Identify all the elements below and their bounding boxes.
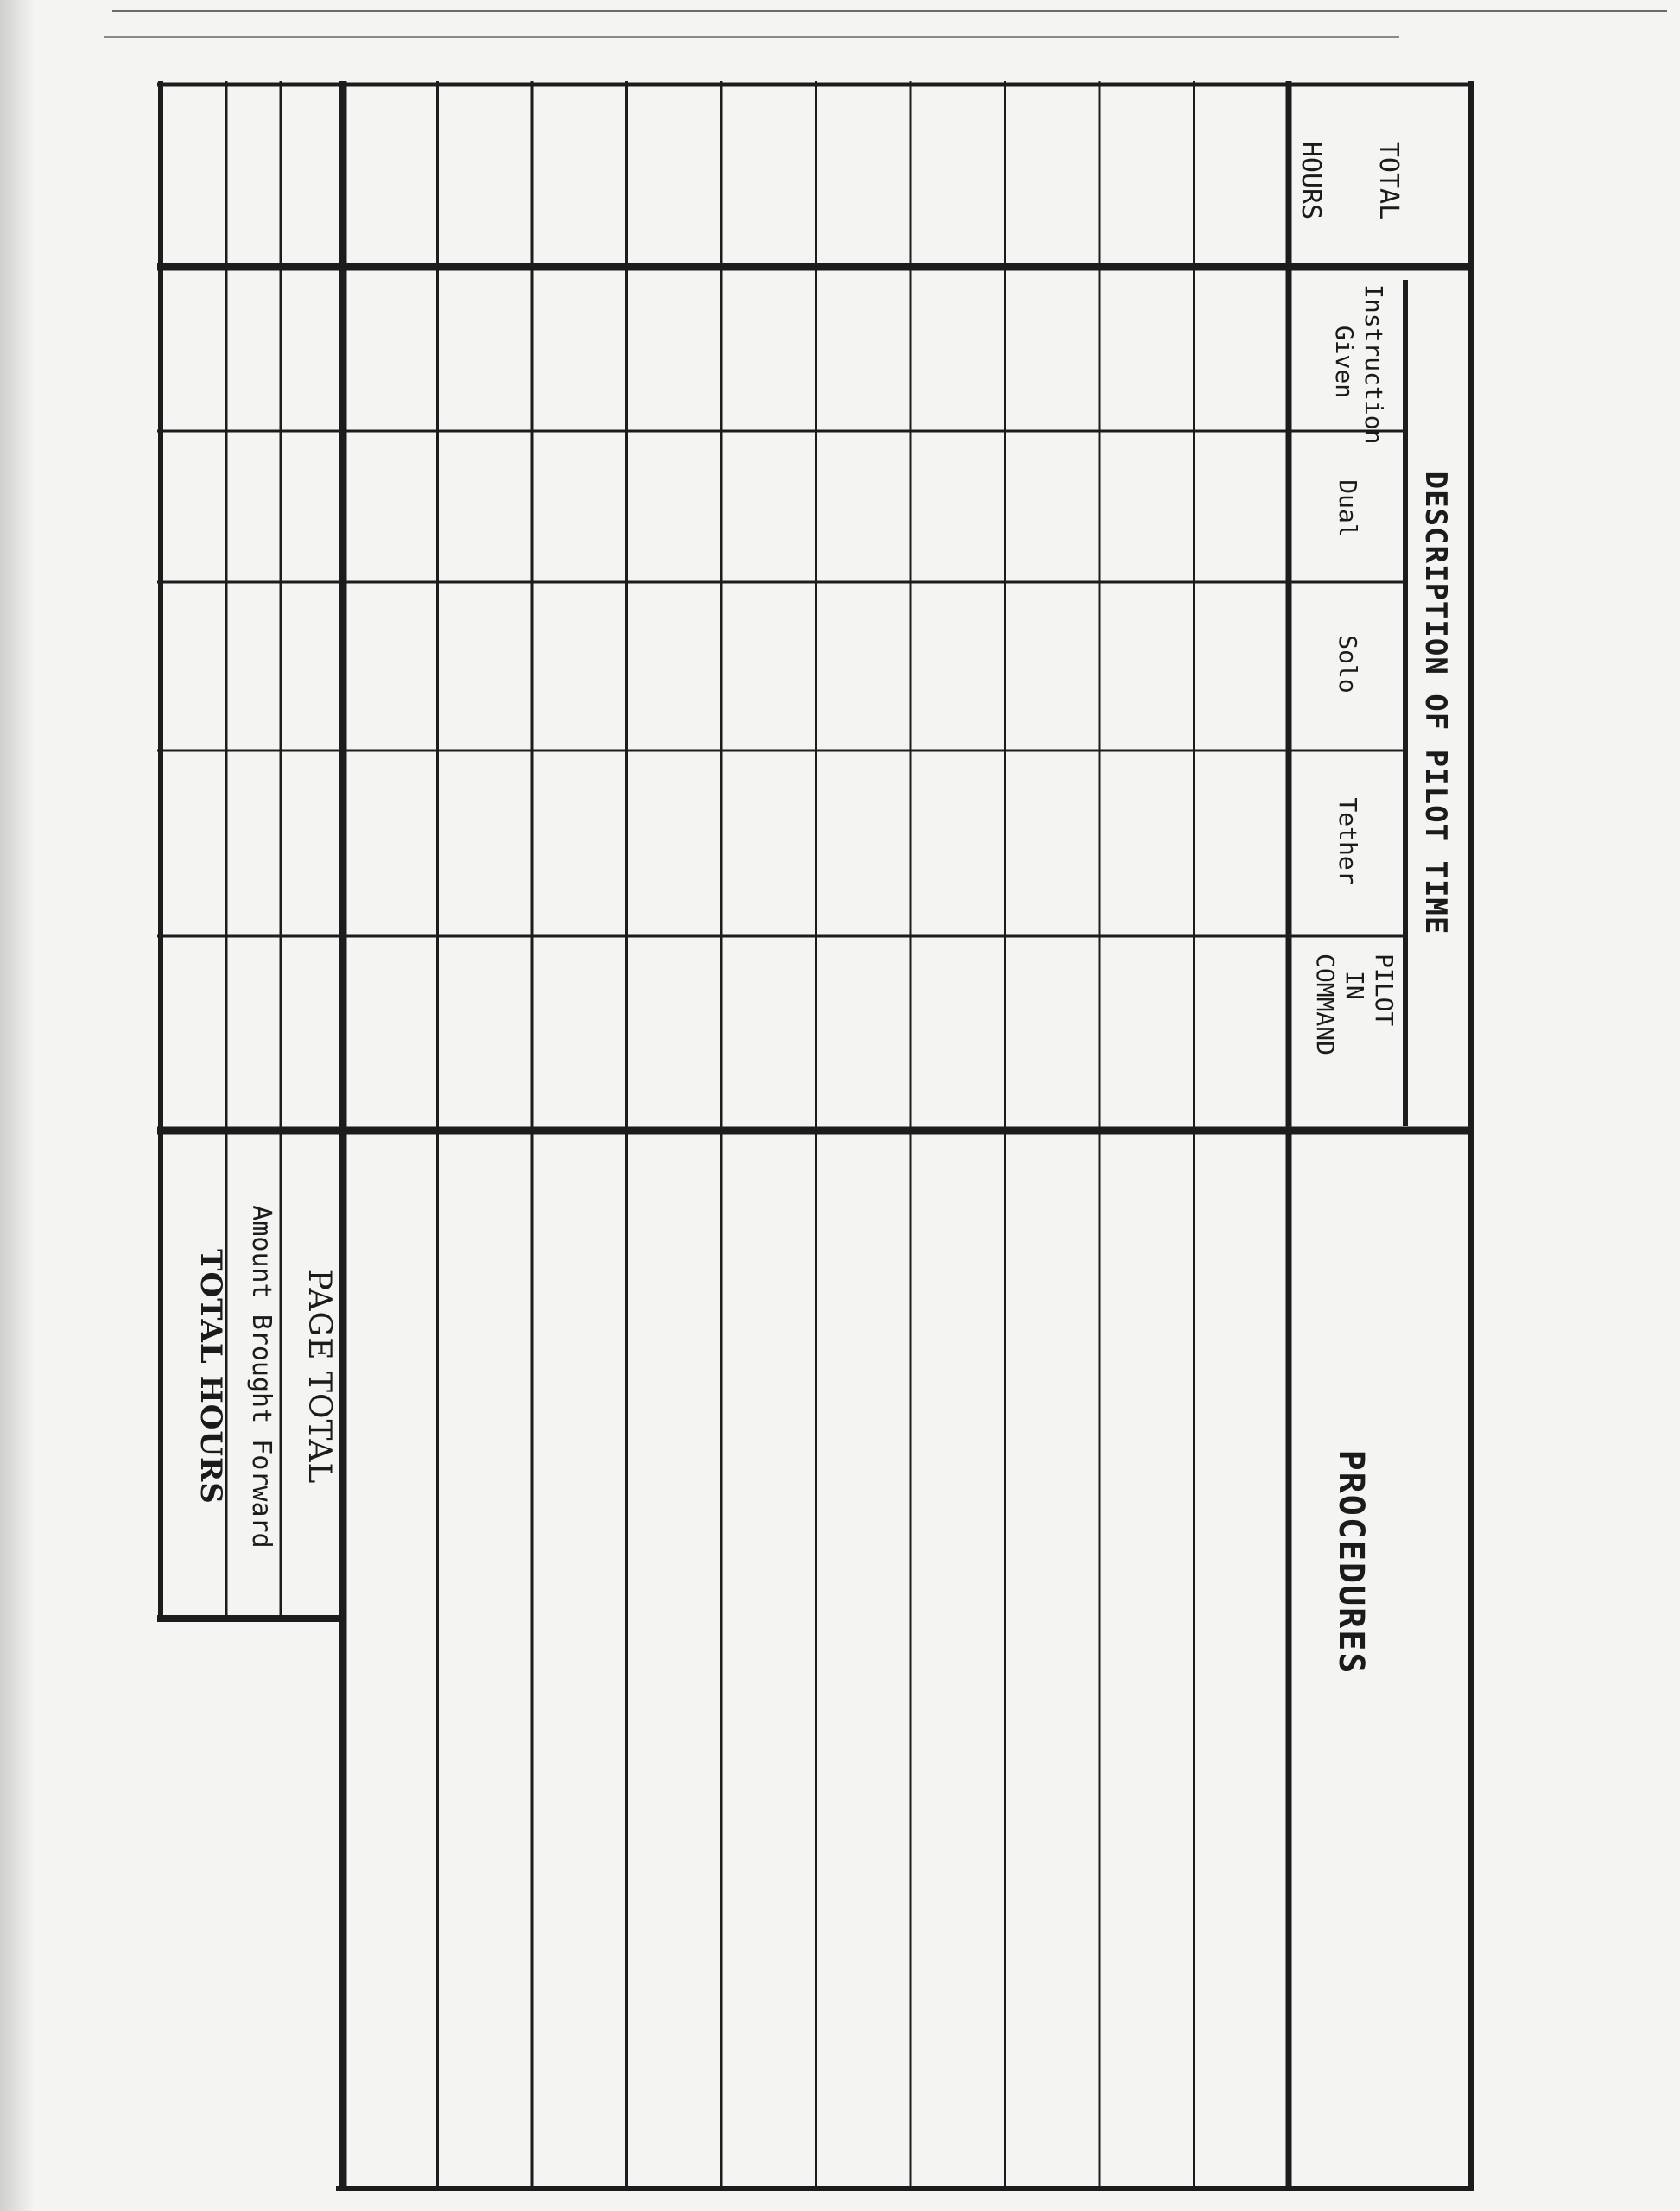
description-header: DESCRIPTION OF PILOT TIME [1418, 471, 1453, 935]
amount-brought-forward-label: Amount Brought Forward [246, 1205, 276, 1549]
pilot-log-form [157, 81, 1474, 2197]
tether-header: Tether [1334, 797, 1362, 885]
instruction-line2: Given [1330, 325, 1359, 399]
total-hours-header [1271, 90, 1427, 271]
instruction-line1: Instruction [1360, 284, 1388, 445]
procedures-header: PROCEDURES [1331, 1449, 1371, 1676]
pic-header-line3: COMMAND [1311, 953, 1340, 1056]
total-line2: HOURS [1296, 141, 1326, 220]
total-line1: TOTAL [1373, 141, 1404, 220]
scan-edge-shadow [0, 0, 35, 2211]
pic-header-line2: IN [1341, 971, 1369, 1000]
dual-header: Dual [1334, 479, 1362, 538]
page-total-label: PAGE TOTAL [301, 1269, 337, 1485]
pic-header-line1: PILOT [1370, 953, 1398, 1027]
form-grid [157, 81, 1474, 2197]
instruction-given-header [1329, 284, 1388, 445]
total-hours-label: TOTAL HOURS [193, 1249, 228, 1505]
page-top-rule-secondary [104, 36, 1399, 38]
page-top-rule [112, 10, 1667, 12]
pic-header [1310, 936, 1398, 1126]
solo-header: Solo [1334, 635, 1362, 694]
